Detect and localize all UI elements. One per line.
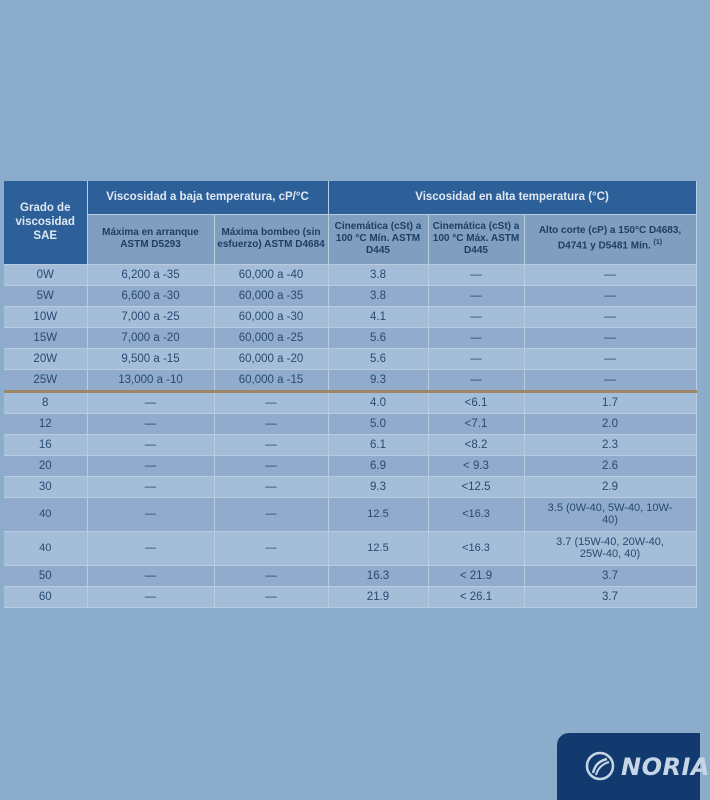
sub-header-kinematic-max: Cinemática (cSt) a 100 °C Máx. ASTM D445 [428,214,524,264]
table-cell: 8 [4,391,87,413]
table-cell: 12 [4,413,87,434]
table-cell: — [524,348,696,369]
table-cell: 9,500 a -15 [87,348,214,369]
table-row [4,306,696,327]
table-cell: — [214,413,328,434]
table-row [4,264,696,285]
table-cell: 25W [4,369,87,391]
table-cell: 1.7 [524,391,696,413]
noria-logo-block [557,733,710,800]
table-cell: 20 [4,455,87,476]
table-cell: — [87,531,214,565]
table-cell: <12.5 [428,476,524,497]
table-row [4,565,696,586]
table-cell: 12.5 [328,531,428,565]
table-cell: — [87,497,214,531]
table-cell: 4.0 [328,391,428,413]
table-cell: — [214,455,328,476]
table-cell: — [428,264,524,285]
table-cell: 0W [4,264,87,285]
table-cell: 15W [4,327,87,348]
sub-header-high-shear: Alto corte (cP) a 150°C D4683, D4741 y D5481 Mín. $^{(1)}$ [524,214,696,264]
table-cell: 60,000 a -25 [214,327,328,348]
table-row [4,531,696,565]
table-cell: 16 [4,434,87,455]
table-cell: 60,000 a -30 [214,306,328,327]
table-cell: 5W [4,285,87,306]
table-cell: — [524,306,696,327]
sub-header-kinematic-min: Cinemática (cSt) a 100 °C Mín. ASTM D445 [328,214,428,264]
table-cell: — [428,348,524,369]
table-cell: 9.3 [328,476,428,497]
table-cell: 2.0 [524,413,696,434]
table-cell: — [214,434,328,455]
table-cell: 10W [4,306,87,327]
table-cell: — [214,531,328,565]
table-cell: — [87,476,214,497]
table-row [4,369,696,391]
table-cell: — [524,264,696,285]
high-temp-header: Viscosidad en alta temperatura (°C) [328,181,696,214]
viscosity-table-container [4,181,696,608]
table-cell: <16.3 [428,497,524,531]
table-cell: 16.3 [328,565,428,586]
table-cell: 6.1 [328,434,428,455]
table-cell: — [428,369,524,391]
table-cell: 60,000 a -35 [214,285,328,306]
table-cell: 3.5 (0W-40, 5W-40, 10W-40) [524,497,696,531]
table-cell: — [87,565,214,586]
table-cell: 9.3 [328,369,428,391]
grade-header-label: Grado de viscosidad SAE [15,202,75,243]
table-row [4,455,696,476]
table-cell: — [87,586,214,607]
table-cell: — [524,369,696,391]
table-cell: 3.8 [328,285,428,306]
table-cell: 40 [4,497,87,531]
table-cell: < 9.3 [428,455,524,476]
table-cell: 12.5 [328,497,428,531]
noria-logo-text: NORIA [621,753,710,781]
table-cell: 21.9 [328,586,428,607]
table-cell: 3.7 [524,565,696,586]
table-cell: 2.3 [524,434,696,455]
table-cell: <16.3 [428,531,524,565]
table-cell: — [428,285,524,306]
table-cell: 6.9 [328,455,428,476]
table-cell: < 21.9 [428,565,524,586]
table-cell: — [214,391,328,413]
table-cell: < 26.1 [428,586,524,607]
table-row [4,285,696,306]
table-row [4,391,696,413]
table-cell: 30 [4,476,87,497]
table-body [4,264,696,607]
table-cell: <7.1 [428,413,524,434]
table-row [4,497,696,531]
table-row [4,327,696,348]
table-cell: 5.6 [328,348,428,369]
table-cell: 4.1 [328,306,428,327]
table-cell: — [87,413,214,434]
table-cell: — [214,586,328,607]
table-cell: — [524,327,696,348]
table-row [4,476,696,497]
grade-header [4,181,87,264]
sub-header-pumping: Máxima bombeo (sin esfuerzo) ASTM D4684 [214,214,328,264]
table-cell: — [214,565,328,586]
table-cell: 3.8 [328,264,428,285]
table-cell: 60 [4,586,87,607]
table-cell: 7,000 a -25 [87,306,214,327]
table-row [4,586,696,607]
table-cell: 50 [4,565,87,586]
table-cell: 40 [4,531,87,565]
table-cell: 7,000 a -20 [87,327,214,348]
table-cell: — [524,285,696,306]
sub-header-cranking: Máxima en arranque ASTM D5293 [87,214,214,264]
table-row [4,413,696,434]
table-row [4,434,696,455]
table-cell: 3.7 [524,586,696,607]
table-cell: 60,000 a -40 [214,264,328,285]
table-cell: 2.6 [524,455,696,476]
table-cell: <8.2 [428,434,524,455]
table-cell: 5.6 [328,327,428,348]
table-row [4,348,696,369]
table-cell: — [87,391,214,413]
table-cell: — [87,455,214,476]
table-cell: 6,200 a -35 [87,264,214,285]
table-cell: 13,000 a -10 [87,369,214,391]
table-cell: — [214,476,328,497]
table-cell: — [428,327,524,348]
table-cell: 60,000 a -15 [214,369,328,391]
table-cell: 5.0 [328,413,428,434]
table-cell: 20W [4,348,87,369]
table-cell: — [428,306,524,327]
table-cell: — [87,434,214,455]
noria-swirl-icon [585,751,615,781]
sae-viscosity-table [4,181,697,608]
table-cell: 6,600 a -30 [87,285,214,306]
table-cell: 60,000 a -20 [214,348,328,369]
low-temp-header: Viscosidad a baja temperatura, cP/°C [87,181,328,214]
table-cell: 2.9 [524,476,696,497]
table-cell: — [214,497,328,531]
table-cell: 3.7 (15W-40, 20W-40, 25W-40, 40) [524,531,696,565]
table-cell: <6.1 [428,391,524,413]
